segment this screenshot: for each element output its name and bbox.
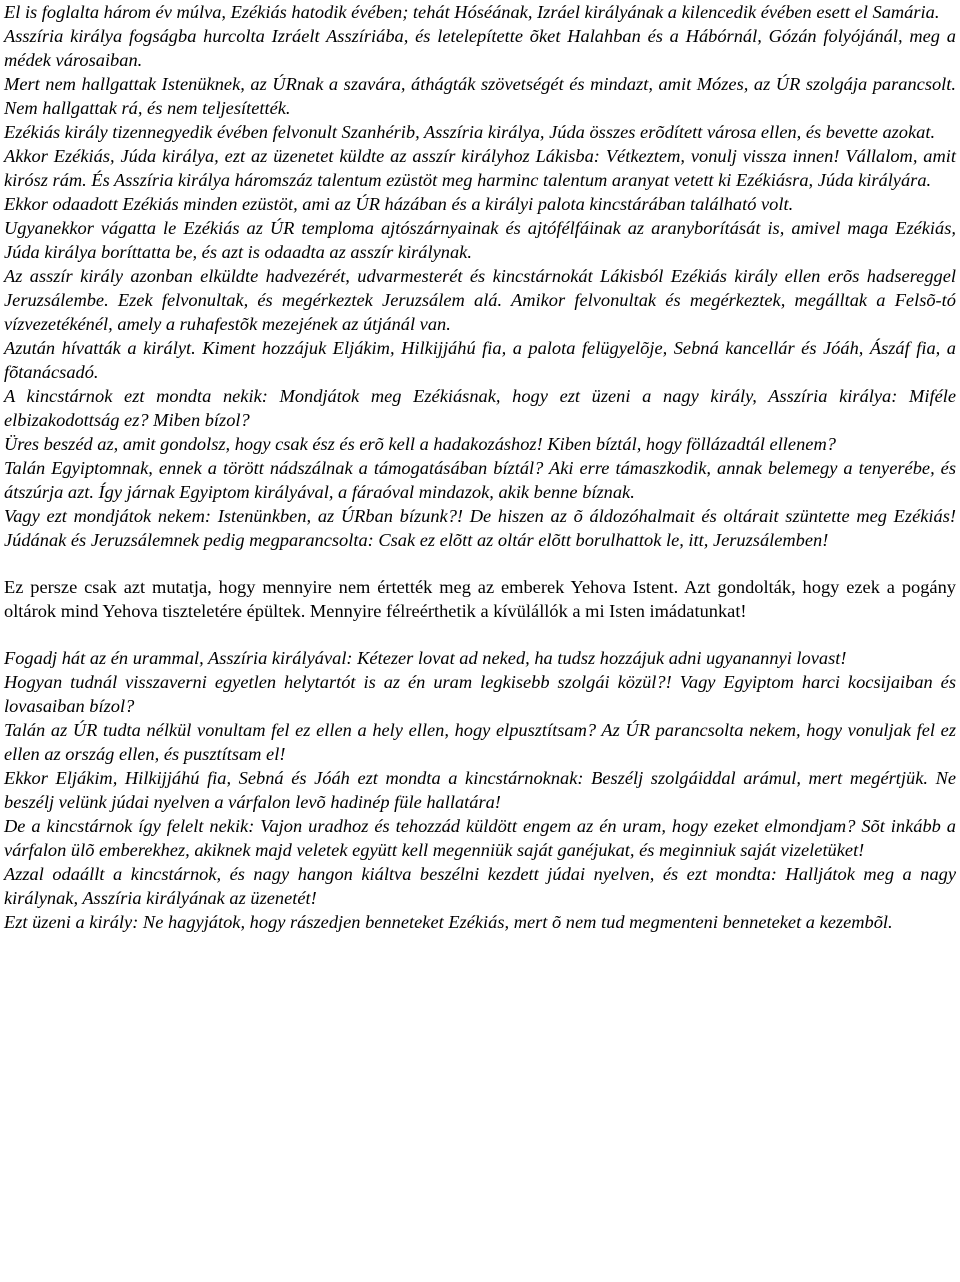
scripture-quote-section-1 [4, 0, 956, 552]
verse-paragraph: Hogyan tudnál visszaverni egyetlen helytartót is az én uram legkisebb szolgái közül?! Vagy Egyiptom harci kocsijaiban és lovasaiban bízol? [4, 672, 956, 716]
verse-paragraph: Asszíria királya fogságba hurcolta Izráelt Asszíriába, és letelepítette õket Halahban és a Hábórnál, Gózán folyójánál, meg a médek városaiban. [4, 26, 956, 70]
verse-paragraph: Ezt üzeni a király: Ne hagyjátok, hogy rászedjen benneteket Ezékiás, mert õ nem tud megmenteni benneteket a kezembõl. [4, 912, 893, 932]
verse-paragraph: Ekkor odaadott Ezékiás minden ezüstöt, ami az ÚR házában és a királyi palota kincstárában található volt. [4, 194, 794, 214]
verse-paragraph: Fogadj hát az én urammal, Asszíria királyával: Kétezer lovat ad neked, ha tudsz hozzájuk adni ugyanannyi lovast! [4, 648, 847, 668]
verse-paragraph: Akkor Ezékiás, Júda királya, ezt az üzenetet küldte az asszír királyhoz Lákisba: Vétkeztem, vonulj vissza innen! Vállalom, amit kirósz rám. És Asszíria királya háromszáz talentum ezüstöt meg harminc talentum aranyat vetett ki Ezékiásra, Júda királyára. [4, 146, 956, 190]
verse-paragraph: De a kincstárnok így felelt nekik: Vajon uradhoz és tehozzád küldött engem az én uram, hogy ezeket elmondjam? Sõt inkább a várfalon ülõ emberekhez, akiknek majd veletek együtt kell megenniük saját ganéjukat, és meginniuk saját vizeletüket! [4, 816, 956, 860]
verse-paragraph: Ugyanekkor vágatta le Ezékiás az ÚR temploma ajtószárnyainak és ajtófélfáinak az aranyborítását is, amivel maga Ezékiás, Júda királya boríttatta be, és azt is odaadta az asszír királynak. [4, 218, 956, 262]
verse-paragraph: El is foglalta három év múlva, Ezékiás hatodik évében; tehát Hóséának, Izráel királyának a kilencedik évében esett el Samária. [4, 2, 940, 22]
verse-paragraph: Talán Egyiptomnak, ennek a törött nádszálnak a támogatásában bíztál? Aki erre támaszkodik, annak belemegy a tenyerébe, és átszúrja azt. Így járnak Egyiptom királyával, a fáraóval mindazok, akik benne bíznak. [4, 458, 956, 502]
verse-paragraph: Talán az ÚR tudta nélkül vonultam fel ez ellen a hely ellen, hogy elpusztítsam? Az ÚR parancsolta nekem, hogy vonuljak fel ez ellen az ország ellen, és pusztítsam el! [4, 720, 956, 764]
verse-paragraph: Azzal odaállt a kincstárnok, és nagy hangon kiáltva beszélni kezdett júdai nyelven, és ezt mondta: Halljátok meg a nagy királynak, Asszíria királyának az üzenetét! [4, 864, 956, 908]
verse-paragraph: Azután hívatták a királyt. Kiment hozzájuk Eljákim, Hilkijjáhú fia, a palota felügyelõje, Sebná kancellár és Jóáh, Ászáf fia, a fõtanácsadó. [4, 338, 956, 382]
commentary-section [4, 575, 956, 623]
commentary-paragraph: Ez persze csak azt mutatja, hogy mennyire nem értették meg az emberek Yehova Istent. Azt gondolták, hogy ezek a pogány oltárok mind Yehova tiszteletére épültek. Mennyire félreérthetik a kívülállók a mi Isten imádatunkat! [4, 577, 956, 621]
scripture-quote-section-2 [4, 646, 956, 934]
verse-paragraph: A kincstárnok ezt mondta nekik: Mondjátok meg Ezékiásnak, hogy ezt üzeni a nagy király, Asszíria királya: Miféle elbizakodottság ez? Miben bízol? [4, 386, 956, 430]
verse-paragraph: Az asszír király azonban elküldte hadvezérét, udvarmesterét és kincstárnokát Lákisból Ezékiás király ellen erõs hadsereggel Jeruzsálembe. Ezek felvonultak, és megérkeztek Jeruzsálem alá. Amikor felvonultak és megérkeztek, megálltak a Felsõ-tó vízvezetékénél, amely a ruhafestõk mezejének az útjánál van. [4, 266, 956, 334]
verse-paragraph: Ekkor Eljákim, Hilkijjáhú fia, Sebná és Jóáh ezt mondta a kincstárnoknak: Beszélj szolgáiddal arámul, mert megértjük. Ne beszélj velünk júdai nyelven a várfalon levõ hadinép füle hallatára! [4, 768, 956, 812]
verse-paragraph: Ezékiás király tizennegyedik évében felvonult Szanhérib, Asszíria királya, Júda összes erõdített városa ellen, és bevette azokat. [4, 122, 936, 142]
verse-paragraph: Mert nem hallgattak Istenüknek, az ÚRnak a szavára, áthágták szövetségét és mindazt, amit Mózes, az ÚR szolgája parancsolt. Nem hallgattak rá, és nem teljesítették. [4, 74, 956, 118]
verse-paragraph: Üres beszéd az, amit gondolsz, hogy csak ész és erõ kell a hadakozáshoz! Kiben bíztál, hogy föllázadtál ellenem? [4, 434, 836, 454]
verse-paragraph: Vagy ezt mondjátok nekem: Istenünkben, az ÚRban bízunk?! De hiszen az õ áldozóhalmait és oltárait szüntette meg Ezékiás! Júdának és Jeruzsálemnek pedig megparancsolta: Csak ez elõtt az oltár elõtt borulhattok le, itt, Jeruzsálemben! [4, 506, 956, 550]
